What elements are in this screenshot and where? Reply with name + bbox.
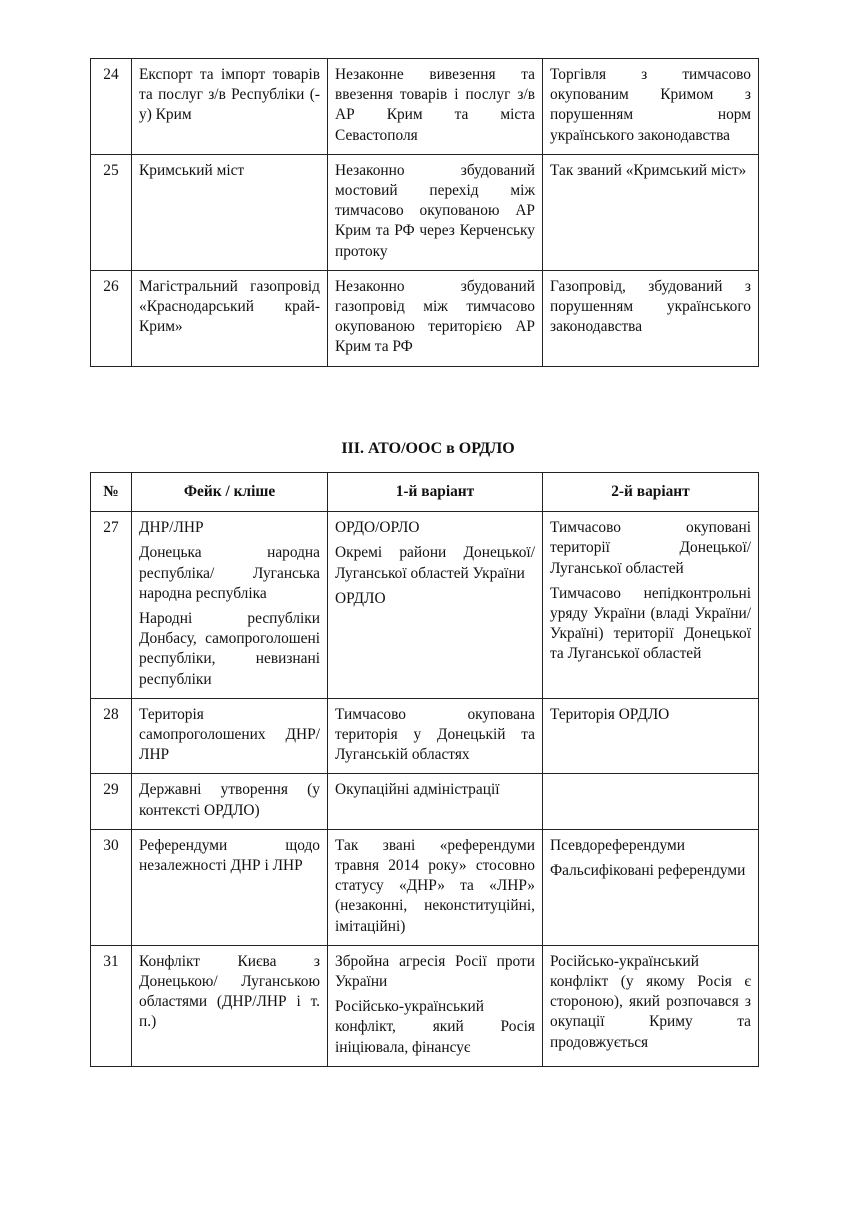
- cell-variant-2-text: Російсько-український конфлікт (у якому Росія є стороною), який розпочався з окупації Криму та продовжується: [550, 952, 751, 1051]
- cell-variant-2: [543, 270, 759, 366]
- header-fake: Фейк / кліше: [132, 473, 328, 512]
- cell-variant-1: [328, 270, 543, 366]
- row-number: 31: [91, 945, 132, 1066]
- cell-fake-text: ДНР/ЛНР: [139, 519, 204, 537]
- table-row: [91, 945, 759, 1066]
- cell-fake: [132, 270, 328, 366]
- cell-fake: [132, 698, 328, 774]
- table-ordlo-header: [91, 473, 759, 512]
- row-number: 29: [91, 774, 132, 829]
- header-variant-2: 2-й варіант: [543, 473, 759, 512]
- cell-fake-text: Кримський міст: [139, 161, 245, 179]
- cell-variant-1-text: ОРДЛО: [335, 589, 386, 607]
- table-row: [91, 774, 759, 829]
- row-number: 27: [91, 512, 132, 699]
- cell-variant-2: [543, 774, 759, 829]
- table-row: [91, 59, 759, 155]
- cell-fake: [132, 512, 328, 699]
- header-row: [91, 473, 759, 512]
- row-number: 24: [91, 59, 132, 155]
- row-number: 30: [91, 829, 132, 945]
- cell-fake-text: Конфлікт Києва з Донецькою/ Луганською областями (ДНР/ЛНР і т. п.): [139, 952, 320, 1031]
- table-row: [91, 270, 759, 366]
- cell-variant-1-text: Окремі райони Донецької/ Луганської областей України: [335, 544, 535, 582]
- cell-fake: [132, 829, 328, 945]
- cell-variant-2-text: Тимчасово непідконтрольні уряду України (владі України/ Україні) території Донецької та Луганської областей: [550, 584, 751, 663]
- cell-variant-1-text: Незаконне вивезення та ввезення товарів і послуг з/в АР Крим та міста Севастополя: [335, 66, 535, 144]
- cell-variant-1-text: Збройна агресія Росії проти України: [335, 952, 535, 991]
- cell-variant-1: [328, 829, 543, 945]
- cell-fake: [132, 945, 328, 1066]
- cell-variant-2: [543, 512, 759, 699]
- row-number: 28: [91, 698, 132, 774]
- cell-variant-2: [543, 59, 759, 155]
- cell-variant-1-text: Незаконно збудований мостовий перехід між тимчасово окупованою АР Крим та РФ через Керченську протоку: [335, 161, 535, 260]
- table-crimea-body: [91, 59, 759, 367]
- cell-variant-2-text: Газопровід, збудований з порушенням українського законодавства: [550, 277, 751, 336]
- row-number: 26: [91, 270, 132, 366]
- header-num: №: [91, 473, 132, 512]
- cell-variant-2: [543, 698, 759, 774]
- cell-variant-1-text: Так звані «референдуми травня 2014 року» стосовно статусу «ДНР» та «ЛНР» (незаконні, неконституційні, імітаційні): [335, 836, 535, 935]
- cell-variant-2-text: Так званий «Кримський міст»: [550, 161, 747, 179]
- cell-variant-2: [543, 945, 759, 1066]
- cell-variant-1-text: Окупаційні адміністрації: [335, 781, 500, 799]
- table-row: [91, 154, 759, 270]
- cell-variant-1-text: Російсько-український конфлікт, який Росія ініціювала, фінансує: [335, 998, 535, 1056]
- cell-variant-2-text: Торгівля з тимчасово окупованим Кримом з порушенням норм українського законодавства: [550, 66, 751, 144]
- cell-variant-2: [543, 154, 759, 270]
- table-row: [91, 512, 759, 699]
- cell-variant-1: [328, 945, 543, 1066]
- cell-variant-1: [328, 59, 543, 155]
- table-ordlo-body: [91, 512, 759, 1067]
- cell-variant-1: [328, 154, 543, 270]
- row-number: 25: [91, 154, 132, 270]
- cell-fake-text: Референдуми щодо незалежності ДНР і ЛНР: [139, 836, 320, 875]
- table-crimea: [90, 58, 759, 367]
- cell-variant-1: [328, 698, 543, 774]
- cell-fake: [132, 59, 328, 155]
- cell-fake-text: Донецька народна республіка/ Луганська народна республіка: [139, 544, 320, 602]
- cell-variant-1-text: ОРДО/ОРЛО: [335, 519, 420, 537]
- cell-fake-text: Державні утворення (у контексті ОРДЛО): [139, 781, 320, 819]
- table-ordlo: [90, 472, 759, 1067]
- cell-fake-text: Магістральний газопровід «Краснодарський край-Крим»: [139, 277, 320, 336]
- cell-variant-1: [328, 774, 543, 829]
- cell-fake-text: Експорт та імпорт товарів та послуг з/в Республіки (-у) Крим: [139, 66, 320, 124]
- cell-variant-2-text: Тимчасово окуповані території Донецької/ Луганської областей: [550, 519, 751, 577]
- cell-fake: [132, 774, 328, 829]
- cell-variant-2: [543, 829, 759, 945]
- table-row: [91, 698, 759, 774]
- cell-variant-2-text: Територія ОРДЛО: [550, 705, 670, 723]
- cell-variant-1-text: Незаконно збудований газопровід між тимчасово окупованою територією АР Крим та РФ: [335, 277, 535, 356]
- cell-variant-2-text: Псевдореферендуми: [550, 836, 685, 854]
- table-row: [91, 829, 759, 945]
- section-heading: ІІІ. АТО/ООС в ОРДЛО: [341, 440, 515, 457]
- cell-fake-text: Територія самопроголошених ДНР/ЛНР: [139, 705, 320, 764]
- cell-fake-text: Народні республіки Донбасу, самопроголошені республіки, невизнані республіки: [139, 610, 320, 688]
- cell-variant-1-text: Тимчасово окупована територія у Донецькій та Луганській областях: [335, 705, 535, 764]
- cell-variant-1: [328, 512, 543, 699]
- cell-variant-2-text: Фальсифіковані референдуми: [550, 862, 746, 880]
- cell-fake: [132, 154, 328, 270]
- header-variant-1: 1-й варіант: [328, 473, 543, 512]
